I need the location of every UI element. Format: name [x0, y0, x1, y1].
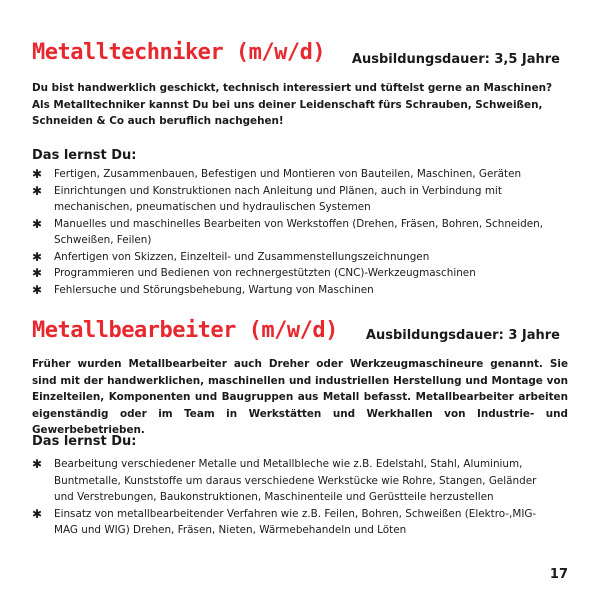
list-item-text: Programmieren und Bedienen von rechnergestützten (CNC)-Werkzeugmaschinen: [54, 267, 476, 279]
list-item: [32, 282, 552, 299]
list-item-text: Einrichtungen und Konstruktionen nach Anleitung und Plänen, auch in Verbindung mit mechanischen, pneumatischen und hydraulischen Systemen: [54, 184, 502, 213]
intro-line: Als Metalltechniker kannst Du bei uns deiner Leidenschaft fürs Schrauben, Schweißen, Schneiden & Co auch beruflich nachgehen!: [32, 98, 543, 127]
list-item: [32, 265, 552, 282]
list-item-text: Fertigen, Zusammenbauen, Befestigen und Montieren von Bauteilen, Maschinen, Geräten: [54, 168, 522, 180]
section-title: Metalltechniker (m/w/d): [32, 40, 326, 65]
asterisk-icon: ✱: [32, 216, 43, 231]
section-intro: [32, 356, 568, 439]
section-title: Metallbearbeiter (m/w/d): [32, 318, 338, 343]
section-intro: [32, 80, 568, 130]
asterisk-icon: ✱: [32, 249, 43, 264]
training-duration: Ausbildungsdauer: 3,5 Jahre: [351, 52, 560, 67]
asterisk-icon: ✱: [32, 183, 43, 198]
asterisk-icon: ✱: [32, 506, 43, 521]
section-heading: Das lernst Du:: [32, 148, 137, 163]
list-item-text: Einsatz von metallbearbeitender Verfahren wie z.B. Feilen, Bohren, Schweißen (Elektro-,MIG-MAG und WIG) Drehen, Fräsen, Nieten, Wärmebehandeln und Löten: [54, 507, 537, 536]
list-item: [32, 249, 552, 266]
learning-list: [32, 166, 552, 298]
list-item-text: Manuelles und maschinelles Bearbeiten von Werkstoffen (Drehen, Fräsen, Bohren, Schneiden, Schweißen, Feilen): [54, 217, 544, 246]
asterisk-icon: ✱: [32, 457, 43, 471]
list-item: [32, 216, 552, 249]
training-duration: Ausbildungsdauer: 3 Jahre: [365, 328, 560, 343]
list-item: [32, 506, 552, 539]
asterisk-icon: ✱: [32, 266, 43, 280]
learning-list: [32, 456, 552, 539]
list-item: [32, 183, 552, 216]
page-number: 17: [549, 567, 568, 582]
asterisk-icon: ✱: [32, 167, 43, 181]
section-heading: Das lernst Du:: [32, 434, 137, 449]
intro-line: Früher wurden Metallbearbeiter auch Dreher oder Werkzeugmaschineure genannt. Sie sind mit der handwerklichen, maschinellen und industriellen Herstellung und Montage von Einzelteilen, Komponenten und Baugruppen aus Metall befasst. Metallbearbeiter arbeiten eigenständig oder im Team in Werkstätten und Werkhallen von Industrie- und Gewerbebetrieben.: [32, 358, 568, 436]
list-item: [32, 456, 552, 506]
asterisk-icon: ✱: [32, 282, 43, 297]
list-item: [32, 166, 552, 183]
list-item-text: Anfertigen von Skizzen, Einzelteil- und Zusammenstellungszeichnungen: [54, 250, 430, 263]
intro-line: Du bist handwerklich geschickt, technisch interessiert und tüftelst gerne an Maschinen?: [32, 82, 553, 94]
list-item-text: Bearbeitung verschiedener Metalle und Metallbleche wie z.B. Edelstahl, Stahl, Aluminium, Buntmetalle, Kunststoffe um daraus verschiedene Werkstücke wie Rohre, Stangen, Geländer und Verstrebungen, Baukonstruktionen, Maschinenteile und Gerüstteile herzustellen: [54, 458, 537, 503]
list-item-text: Fehlersuche und Störungsbehebung, Wartung von Maschinen: [54, 283, 374, 296]
